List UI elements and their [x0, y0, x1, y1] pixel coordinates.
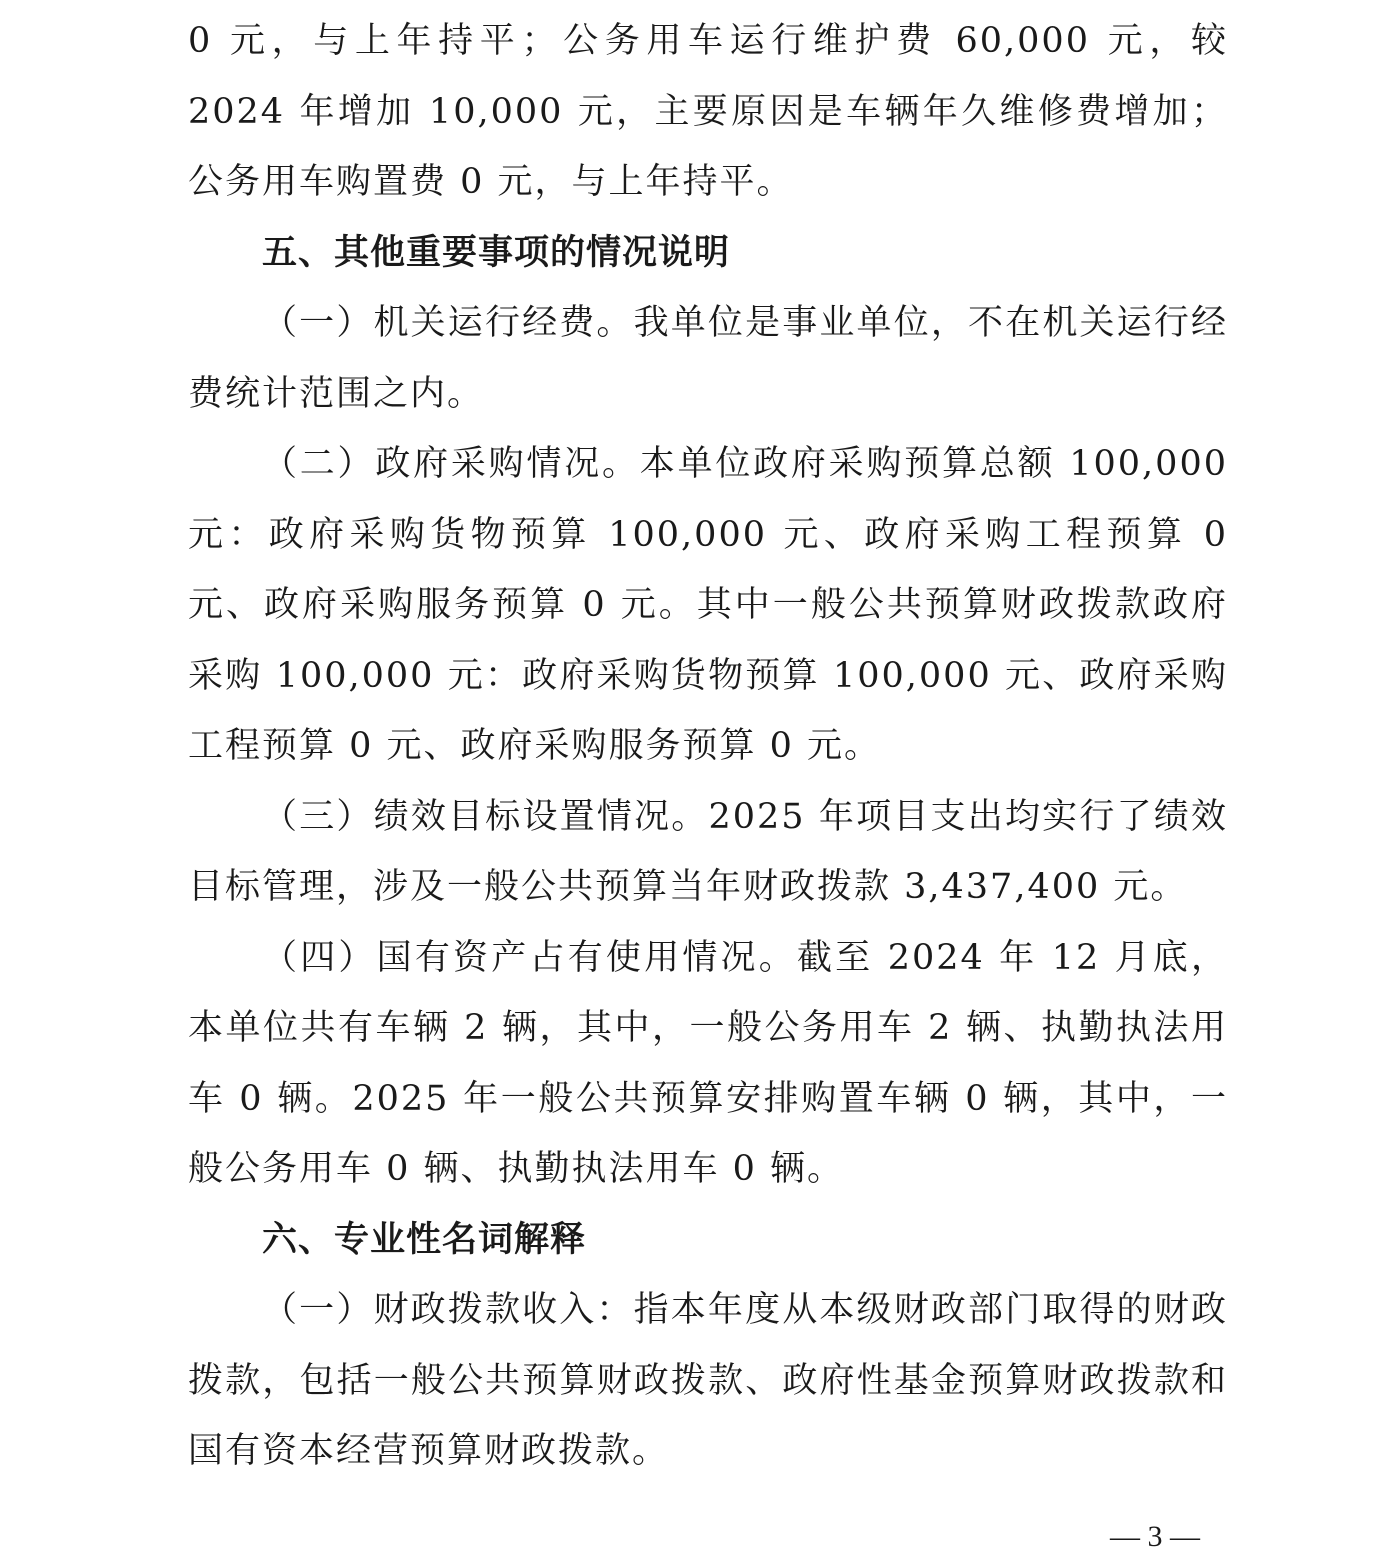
page-number: — 3 —: [1110, 1520, 1200, 1553]
paragraph-state-assets: （四）国有资产占有使用情况。截至 2024 年 12 月底，本单位共有车辆 2 辆，其中，一般公务用车 2 辆、执勤执法用车 0 辆。2025 年一般公共预算安排购置车辆 0 辆，其中，一般公务用车 0 辆、执勤执法用车 0 辆。: [188, 937, 1228, 1189]
section-heading-five: 五、其他重要事项的情况说明: [262, 232, 731, 273]
paragraph-operating-expenses: （一）机关运行经费。我单位是事业单位，不在机关运行经费统计范围之内。: [188, 303, 1228, 414]
paragraph-performance-targets: （三）绩效目标设置情况。2025 年项目支出均实行了绩效目标管理，涉及一般公共预算当年财政拨款 3,437,400 元。: [188, 796, 1228, 907]
paragraph-fiscal-appropriation-definition: （一）财政拨款收入：指本年度从本级财政部门取得的财政拨款，包括一般公共预算财政拨款、政府性基金预算财政拨款和国有资本经营预算财政拨款。: [188, 1290, 1228, 1471]
paragraph-vehicle-costs-continued: 0 元，与上年持平；公务用车运行维护费 60,000 元，较 2024 年增加 10,000 元，主要原因是车辆年久维修费增加；公务用车购置费 0 元，与上年持平。: [188, 21, 1228, 202]
paragraph-government-procurement: （二）政府采购情况。本单位政府采购预算总额 100,000 元：政府采购货物预算 100,000 元、政府采购工程预算 0 元、政府采购服务预算 0 元。其中一般公共预算财政拨款政府采购 100,000 元：政府采购货物预算 100,000 元、政府采购工程预算 0 元、政府采购服务预算 0 元。: [188, 444, 1228, 766]
document-body: [188, 6, 1228, 1487]
section-heading-six: 六、专业性名词解释: [262, 1219, 587, 1260]
